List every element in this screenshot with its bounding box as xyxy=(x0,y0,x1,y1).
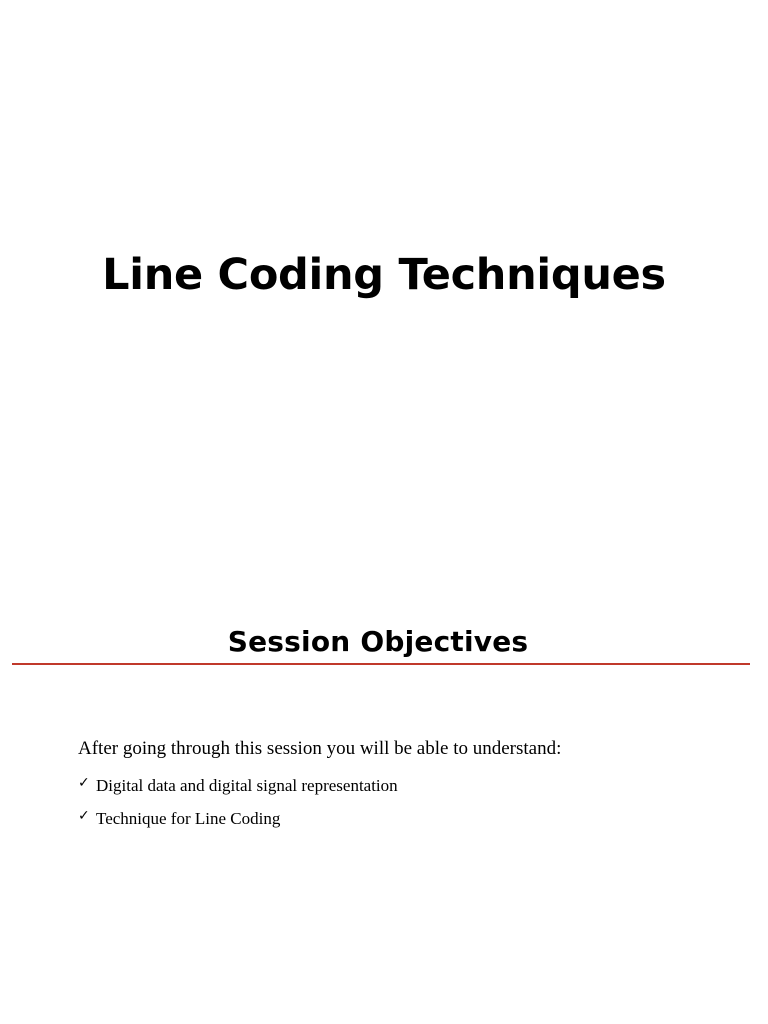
check-mark-icon: ✓ xyxy=(78,775,90,791)
intro-text: After going through this session you will be able to understand: xyxy=(78,738,562,759)
objectives-list xyxy=(78,772,678,838)
page-title: Line Coding Techniques xyxy=(102,249,666,300)
check-mark-icon: ✓ xyxy=(78,808,90,825)
list-item xyxy=(78,805,678,833)
list-item xyxy=(78,772,678,800)
list-item-label: Digital data and digital signal representation xyxy=(96,776,398,795)
heading-divider xyxy=(12,663,750,665)
section-heading: Session Objectives xyxy=(227,625,529,659)
list-item-label: Technique for Line Coding xyxy=(96,809,281,829)
